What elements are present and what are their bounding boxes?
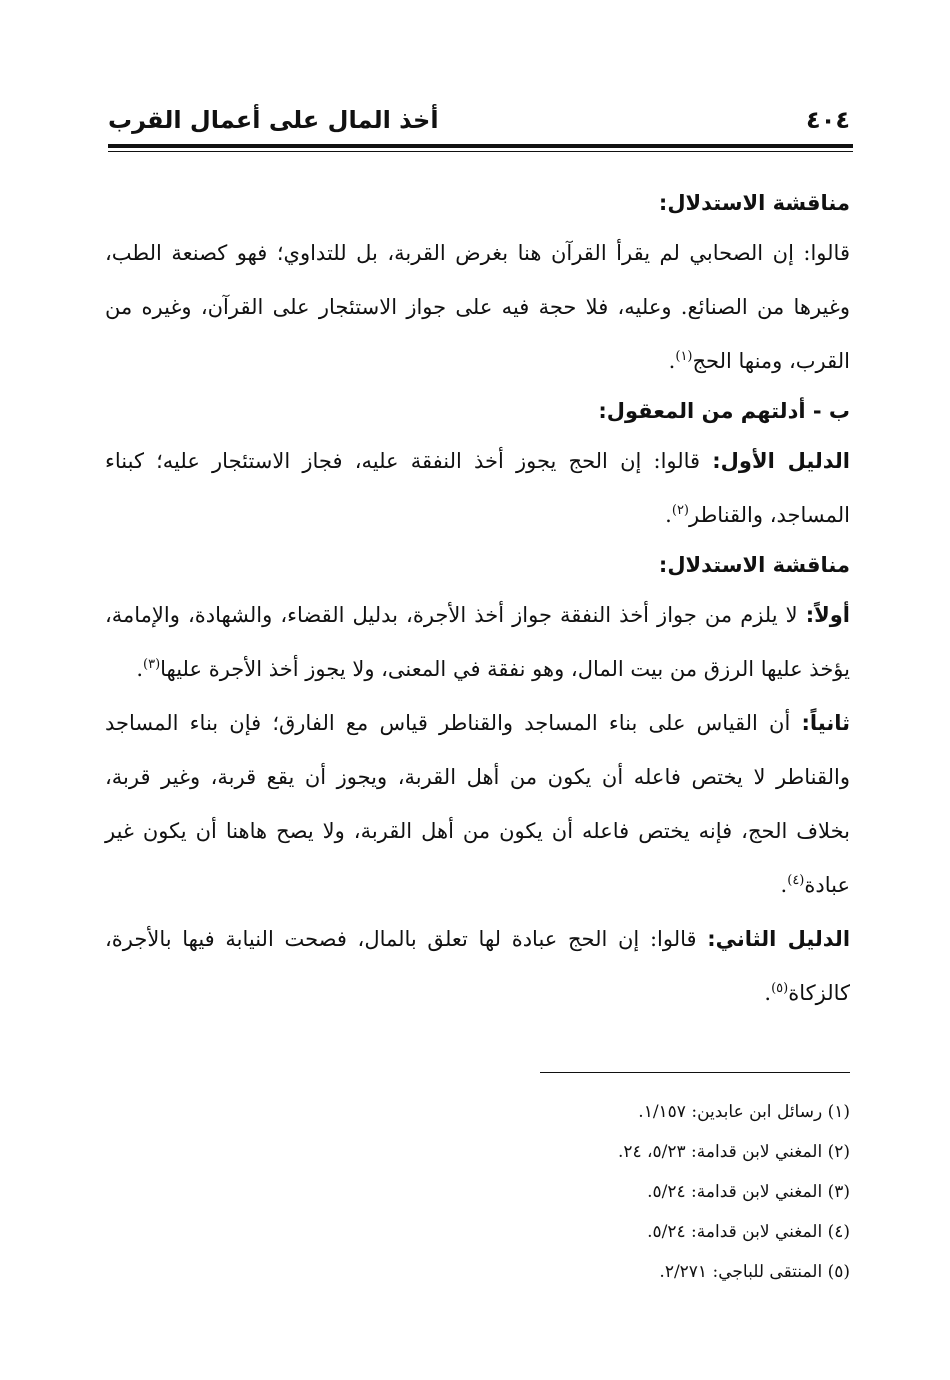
paragraph-end: . [668,349,676,373]
page-number: ٤٠٤ [806,106,850,134]
footnote-ref: (٥) [771,981,789,996]
footnote: (٤) المغني لابن قدامة: ٥/٢٤. [647,1222,850,1242]
paragraph-end: . [780,873,788,897]
header-rule-thin [108,151,853,152]
footnote-ref: (٤) [787,873,805,888]
paragraph-text: أن القياس على بناء المساجد والقناطر قياس مع الفارق؛ فإن بناء المساجد والقناطر لا يختص فاعله أن يكون من أهل القربة، ويجوز أن يقع قربة، وغير قربة، بخلاف الحج، فإنه يختص فاعله أن يكون من أهل القربة، ولا يصح هاهنا أن يكون غير عبادة [105,711,850,897]
paragraph-text: لا يلزم من جواز أخذ النفقة جواز أخذ الأجرة، بدليل القضاء، والشهادة، والإمامة، يؤخذ عليها الرزق من بيت المال، وهو نفقة في المعنى، ولا يجوز أخذ الأجرة عليها [105,603,850,681]
running-header [108,98,850,142]
running-title: أخذ المال على أعمال القرب [108,106,439,134]
paragraph-end: . [764,981,772,1005]
paragraph-lead: أولاً: [805,603,850,627]
paragraph [105,696,850,912]
footnote-rule [540,1072,850,1073]
paragraph [105,434,850,542]
paragraph-text: قالوا: إن الحج يجوز أخذ النفقة عليه، فجاز الاستئجار عليه؛ كبناء المساجد، والقناطر [105,449,850,527]
footnotes-list [450,1092,850,1292]
paragraph-text: قالوا: إن الصحابي لم يقرأ القرآن هنا بغرض القربة، بل للتداوي؛ فهو كصنعة الطب، وغيرها من الصنائع. وعليه، فلا حجة فيه على جواز الاستئجار على القرآن، وغيره من القرب، ومنها الحج [105,241,850,373]
paragraph [105,588,850,696]
paragraph-end: . [665,503,672,527]
footnote: (٣) المغني لابن قدامة: ٥/٢٤. [647,1182,850,1202]
paragraph-text: قالوا: إن الحج عبادة لها تعلق بالمال، فصحت النيابة فيها بالأجرة، كالزكاة [105,927,850,1005]
paragraph [105,226,850,388]
footnote-ref: (١) [675,349,693,364]
paragraph-lead: ثانياً: [801,711,850,735]
paragraph-end: . [136,657,143,681]
footnote: (٢) المغني لابن قدامة: ٥/٢٣، ٢٤. [617,1142,850,1162]
section-heading: مناقشة الاستدلال: [658,191,850,215]
footnote: (١) رسائل ابن عابدين: ١/١٥٧. [638,1102,850,1122]
footnote-ref: (٢) [671,503,689,518]
paragraph-lead: الدليل الثاني: [707,927,851,951]
footnote: (٥) المنتقى للباجي: ٢/٢٧١. [659,1262,850,1282]
section-heading: ب - أدلتهم من المعقول: [598,399,850,423]
paragraph-lead: الدليل الأول: [712,449,850,473]
paragraph [105,912,850,1020]
section-heading: مناقشة الاستدلال: [658,553,850,577]
body-text [105,180,850,1020]
header-rule-thick [108,144,853,148]
footnote-ref: (٣) [143,657,161,672]
